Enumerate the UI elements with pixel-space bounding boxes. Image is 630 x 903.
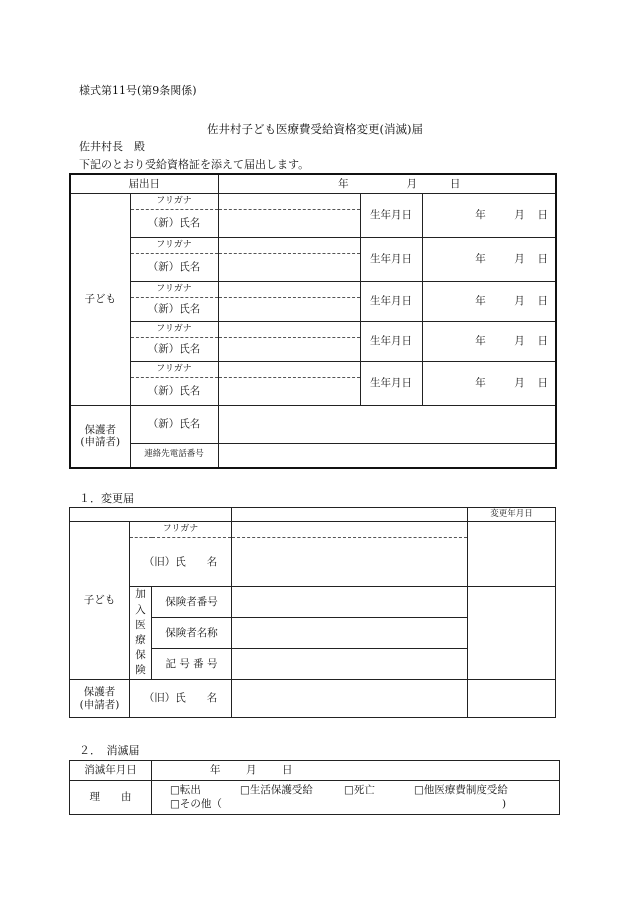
main-application-table (69, 173, 557, 469)
child-4-name-field[interactable] (218, 337, 360, 361)
reason-option-other-system[interactable]: □他医療費制度受給 (414, 784, 508, 797)
extinction-section-heading: ２． 消滅届 (79, 744, 140, 757)
new-name-label: （新）氏名 (130, 253, 218, 281)
change-table (69, 507, 556, 718)
filing-date-label: 届出日 (70, 174, 218, 193)
change-guardian-label: 保護者 (申請者) (70, 680, 130, 718)
insurer-name-label: 保険者名称 (152, 618, 232, 649)
extinction-table (69, 760, 560, 815)
dob-label: 生年月日 (360, 237, 422, 281)
change-section-heading: １．変更届 (79, 492, 134, 505)
guardian-name-field[interactable] (218, 405, 556, 443)
dob-label: 生年月日 (360, 321, 422, 361)
change-header-blank-2 (232, 508, 468, 522)
child-1-furigana-field[interactable] (218, 193, 360, 209)
phone-label: 連絡先電話番号 (130, 443, 218, 468)
new-name-label: （新）氏名 (130, 297, 218, 321)
intro-text: 下記のとおり受給資格証を添えて届出します。 (79, 158, 310, 171)
new-name-label: （新）氏名 (130, 377, 218, 405)
furigana-label: フリガナ (130, 321, 218, 337)
child-5-name-field[interactable] (218, 377, 360, 405)
child-4-furigana-field[interactable] (218, 321, 360, 337)
change-header-blank (70, 508, 232, 522)
reason-option-other[interactable]: □その他（ (170, 797, 222, 810)
insurer-number-field[interactable] (232, 587, 468, 618)
reason-other-close: ) (502, 797, 507, 810)
new-name-label: （新）氏名 (130, 337, 218, 361)
furigana-label: フリガナ (130, 281, 218, 297)
insurer-number-label: 保険者番号 (152, 587, 232, 618)
child-5-furigana-field[interactable] (218, 361, 360, 377)
guardian-new-name-label: （新）氏名 (130, 405, 218, 443)
extinction-date-label: 消滅年月日 (70, 761, 152, 781)
change-date-field-2[interactable] (468, 587, 556, 680)
new-name-label: （新）氏名 (130, 209, 218, 237)
reason-label: 理 由 (70, 781, 152, 815)
change-child-label: 子ども (70, 522, 130, 680)
reason-options (152, 781, 560, 815)
child-5-dob-field[interactable]: 年 月 日 (422, 361, 556, 405)
change-date-label: 変更年月日 (468, 508, 556, 522)
addressee: 佐井村長 殿 (79, 140, 145, 153)
furigana-label: フリガナ (130, 193, 218, 209)
change-guardian-old-name-label: （旧）氏 名 (130, 680, 232, 718)
symbol-number-field[interactable] (232, 649, 468, 680)
dob-label: 生年月日 (360, 193, 422, 237)
change-furigana-field[interactable] (232, 522, 468, 538)
furigana-label: フリガナ (130, 237, 218, 253)
filing-date-field[interactable]: 年 月 日 (218, 174, 556, 193)
insurance-vertical-label: 加 入 医 療 保 険 (130, 587, 152, 680)
reason-option-moving[interactable]: □転出 (170, 784, 201, 797)
reason-option-death[interactable]: □死亡 (344, 784, 375, 797)
form-number: 様式第11号(第9条関係) (79, 84, 197, 97)
change-furigana-label: フリガナ (130, 522, 232, 538)
guardian-label: 保護者 (申請者) (70, 405, 130, 468)
change-date-field-3[interactable] (468, 680, 556, 718)
change-old-name-field[interactable] (232, 538, 468, 587)
child-2-furigana-field[interactable] (218, 237, 360, 253)
phone-field[interactable] (218, 443, 556, 468)
extinction-date-field[interactable]: 年 月 日 (152, 761, 560, 781)
child-1-name-field[interactable] (218, 209, 360, 237)
child-3-dob-field[interactable]: 年 月 日 (422, 281, 556, 321)
child-3-name-field[interactable] (218, 297, 360, 321)
change-guardian-name-field[interactable] (232, 680, 468, 718)
dob-label: 生年月日 (360, 361, 422, 405)
child-1-dob-field[interactable]: 年 月 日 (422, 193, 556, 237)
reason-option-welfare[interactable]: □生活保護受給 (240, 784, 313, 797)
furigana-label: フリガナ (130, 361, 218, 377)
change-date-field-1[interactable] (468, 522, 556, 587)
child-2-dob-field[interactable]: 年 月 日 (422, 237, 556, 281)
child-4-dob-field[interactable]: 年 月 日 (422, 321, 556, 361)
form-title: 佐井村子ども医療費受給資格変更(消滅)届 (207, 122, 423, 136)
change-old-name-label: （旧）氏 名 (130, 538, 232, 587)
child-3-furigana-field[interactable] (218, 281, 360, 297)
insurer-name-field[interactable] (232, 618, 468, 649)
symbol-number-label: 記 号 番 号 (152, 649, 232, 680)
child-2-name-field[interactable] (218, 253, 360, 281)
dob-label: 生年月日 (360, 281, 422, 321)
child-section-label: 子ども (70, 193, 130, 405)
